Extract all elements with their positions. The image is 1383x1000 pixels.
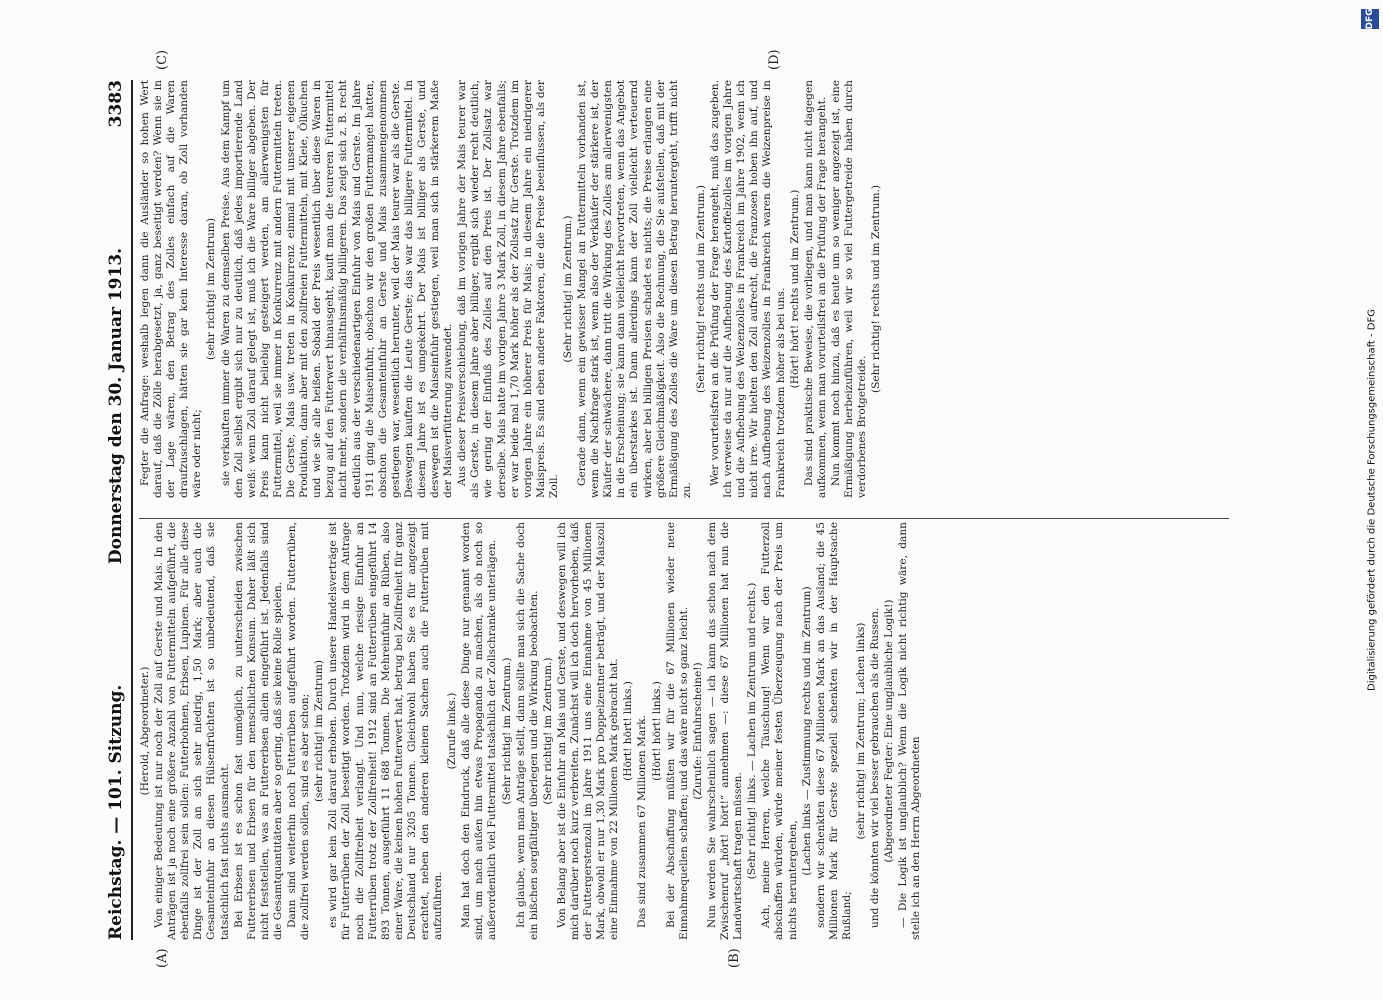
header-page-number: 3383 <box>105 80 126 128</box>
paragraph: (Zurufe links.) <box>445 692 458 770</box>
paragraph: Dann sind weiterhin noch Futterrüben aufgeführt worden. Futterrüben, die zollfrei werden sollen, sind es aber schon; <box>285 522 311 940</box>
dfg-logo: DFG <box>1361 9 1379 29</box>
paragraph: Wer vorurteilsfrei an die Prüfung der Frage herangeht, muß das zugeben. Ich verweise da nur auf die Aufhebung des Kartoffelzolles im vorigen Jahre und die Aufhebung des Weizenzolles in Frankreich im Jahre 1902, wenn ich nicht irre. Wir hielten den Zoll aufrecht, die Franzosen hoben ihn auf, und nach Aufhebung des Weizenzolles in Frankreich waren die Weizenpreise in Frankreich trotzdem höher als bei uns. <box>708 80 786 498</box>
paragraph: (Abgeordneter Fegter: Eine unglaubliche Logik!) <box>882 599 895 863</box>
paragraph: (Sehr richtig! links. — Lachen im Zentrum und rechts.) <box>745 582 758 880</box>
paragraph: — Die Logik ist unglaublich? Wenn die Logik nicht richtig wäre, dann stelle ich an den Herrn Abgeordneten <box>896 522 922 940</box>
paragraph: Fegter die Anfrage: weshalb legen dann die Ausländer so hohen Wert darauf, daß die Zölle herabgesetzt, ja, ganz beseitigt werden? Wenn sie in der Lage wären, den Betrag des Zolles einfach auf die Waren draufzuschlagen, hätten sie gar kein Interesse daran, ob Zoll vorhanden wäre oder nicht; <box>138 80 203 498</box>
paragraph: (sehr richtig! im Zentrum) <box>204 218 217 360</box>
paragraph: und die könnten wir viel besser gebrauchen als die Russen. <box>868 607 881 928</box>
paragraph: Nun werden Sie wahrscheinlich sagen — ich kann das schon nach dem Zwischenruf „hört! hört!“ annehmen —: diese 67 Millionen hat nun die Landwirtschaft tragen müssen. <box>705 522 744 940</box>
paragraph: Das sind zusammen 67 Millionen Mark. <box>635 714 648 928</box>
paragraph: es wird gar kein Zoll darauf erhoben. Durch unsere Handelsverträge ist für Futterrüben der Zoll beseitigt worden. Trotzdem wird in dem Antrage noch die Zollfreiheit verlangt. Und nun, welche riesige Einfuhr an Futterrüben trotz der Zollfreiheit! 1912 sind an Futterrüben eingeführt 14 893 Tonnen, ausgeführt 11 688 Tonnen. Die Mehreinfuhr an Rüben, also einer Ware, die keinen hohen Futterwert hat, betrug bei Zollfreiheit für ganz Deutschland nur 3205 Tonnen. Gleichwohl haben Sie es für angezeigt erachtet, neben den anderen kleinen Sachen auch die Futterrüben mit aufzuführen. <box>326 522 444 940</box>
margin-marker-b: (B) <box>726 948 742 968</box>
paragraph: (Lachen links — Zustimmung rechts und im Zentrum) <box>800 586 813 876</box>
margin-marker-a: (A) <box>154 948 170 968</box>
paragraph: (Sehr richtig! im Zentrum.) <box>541 657 554 805</box>
paragraph: Bei der Abschaffung müßten wir für die 67 Millionen wieder neue Einnahmequellen schaffen; und das wäre nicht so ganz leicht. <box>664 522 690 940</box>
paragraph: Ich glaube, wenn man Anträge stellt, dann sollte man sich die Sache doch ein bißchen sorgfältiger überlegen und die Wirkung beobachten. <box>514 522 540 940</box>
left-text-column <box>139 522 1229 940</box>
paragraph: sondern wir schenkten diese 67 Millionen Mark an das Ausland; die 45 Millionen Mark für Gerste speziell schenkten wir in der Hauptsache Rußland; <box>814 522 853 940</box>
paragraph: (Hört! hört! rechts und im Zentrum.) <box>788 189 801 389</box>
paragraph: (Sehr richtig! rechts und im Zentrum.) <box>694 184 707 394</box>
paragraph: (Sehr richtig! im Zentrum.) <box>561 215 574 363</box>
digitization-credit-text: Digitalisierung gefördert durch die Deutsche Forschungsgemeinschaft - DFG <box>1366 308 1378 692</box>
page-header <box>105 80 127 940</box>
paragraph: (Sehr richtig! im Zentrum.) <box>500 657 513 805</box>
paragraph: (Zurufe: Einfuhrscheine!) <box>691 662 704 800</box>
paragraph: Ach, meine Herren, welche Täuschung! Wenn wir den Futterzoll abschaffen würden, würde meiner festen Überzeugung nach der Preis um nichts heruntergehen, <box>759 522 798 940</box>
header-center: Donnerstag den 30. Januar 1913. <box>105 247 126 565</box>
paragraph: (Herold, Abgeordneter.) <box>138 666 151 796</box>
paragraph: Von Belang aber ist die Einfuhr an Mais und Gerste, und deswegen will ich mich darüber noch kurz verbreiten. Zunächst will ich doch hervorheben, daß der Futtergerstenzoll im Jahre 1911 uns eine Einnahme von 45 Millionen Mark, obwohl er nur 1,30 Mark pro Doppelzentner beträgt, und der Maiszoll eine Einnahme von 22 Millionen Mark gebracht hat. <box>555 522 620 940</box>
column-divider <box>139 518 1229 519</box>
right-text-column <box>139 80 1229 498</box>
rotated-newspaper-page <box>67 20 1317 980</box>
margin-marker-d: (D) <box>766 49 782 70</box>
paragraph: (Hört! hört! links.) <box>621 681 634 781</box>
paragraph: (sehr richtig! im Zentrum) <box>312 660 325 802</box>
paragraph: Nun kommt noch hinzu, daß es heute um so weniger angezeigt ist, eine Ermäßigung herbeizuführen, weil wir so viel Futtergetreide haben durch verdorbenes Brotgetreide. <box>829 80 868 498</box>
paragraph: Gerade dann, wenn ein gewisser Mangel an Futtermitteln vorhanden ist, wenn die Nachfrage stark ist, wenn also der Verkäufer der stärkere ist, der Käufer der schwächere, dann tritt die Wirkung des Zolles am allerwenigsten in die Erscheinung; sie kann dann vielleicht hervortreten, wenn das Angebot ein überstarkes ist. Dann allerdings kann der Zoll vielleicht verteuernd wirken, aber bei billigen Preisen schadet es nichts; die Preise erlangen eine größere Gleichmäßigkeit. Also die Rechnung, die Sie aufstellen, daß mit der Ermäßigung des Zolles die Ware um diesen Betrag heruntergeht, trifft nicht zu. <box>575 80 693 498</box>
paragraph: Von einiger Bedeutung ist nur noch der Zoll auf Gerste und Mais. In den Anträgen ist ja noch eine größere Anzahl von Futtermitteln aufgeführt, die ebenfalls zollfrei sein sollen: Futterbohnen, Erbsen, Lupinen. Für alle diese Dinge ist der Zoll an sich sehr niedrig, 1,50 Mark; aber auch die Gesamteinfuhr an diesen Hülsenfrüchten ist so unbedeutend, daß sie tatsächlich fast nichts ausmacht. <box>152 522 231 940</box>
paragraph: (Hört! hört! links.) <box>650 681 663 781</box>
paragraph: (Sehr richtig! rechts und im Zentrum.) <box>869 184 882 394</box>
header-left: Reichstag. — 101. Sitzung. <box>105 684 126 940</box>
paragraph: Das sind praktische Beweise, die vorliegen, und man kann nicht dagegen aufkommen, wenn man vorurteilsfrei an die Prüfung der Frage herangeht. <box>802 80 828 498</box>
paragraph: sie verkauften immer die Waren zu demselben Preise. Aus dem Kampf um den Zoll selbst ergibt sich nur zu deutlich, daß jedes importierende Land weiß: wenn Zoll darauf gelegt ist, muß ich die Ware billiger abgeben. Der Preis kann nicht beliebig gesteigert werden, am allerwenigsten für Futtermittel, weil sie immer in Konkurrenz mit andern Futtermitteln treten. Die Gerste, Mais usw. treten in Konkurrenz einmal mit unserer eigenen Produktion, dann aber mit den zollfreien Futtermitteln, mit Kleie, Ölkuchen und wie sie alle heißen. Sobald der Preis wesentlich über diese Waren in bezug auf den Futterwert hinausgeht, kauft man die teureren Futtermittel nicht mehr, sondern die verhältnismäßig billigeren. Das zeigt sich z. B. recht deutlich aus der verschiedenartigen Einfuhr von Mais und Gerste. Im Jahre 1911 ging die Maiseinfuhr, obschon wir den großen Futtermangel hatten, obschon die Gesamteinfuhr an Gerste und Mais zusammengenommen gestiegen war, wesentlich herunter, weil der Mais teurer war als die Gerste. Deswegen kauften die Leute Gerste; das war das billigere Futtermittel. In diesem Jahre ist es umgekehrt. Der Mais ist billiger als Gerste, und deswegen ist die Maiseinfuhr gestiegen, weil man sich in stärkerem Maße der Maisverfütterung zuwendet. <box>219 80 454 498</box>
paragraph: (sehr richtig! im Zentrum; Lachen links) <box>854 622 867 840</box>
paragraph: Bei Erbsen ist es schon fast unmöglich, zu unterscheiden zwischen Futtererbsen und Erbsen für den menschlichen Konsum. Daher läßt sich nicht feststellen, was an Futtererbsen allein eingeführt ist. Jedenfalls sind die Gesamtquantitäten aber so gering, daß sie keine Rolle spielen. <box>232 522 284 940</box>
margin-marker-c: (C) <box>154 49 170 70</box>
paragraph: Man hat doch den Eindruck, daß alle diese Dinge nur genannt worden sind, um nach außen hin etwas Propaganda zu machen, als ob noch so außerordentlich viel Futtermittel tatsächlich der Zollschranke unterlägen. <box>459 522 498 940</box>
paragraph: Aus dieser Preisverschiebung, daß im vorigen Jahre der Mais teurer war als Gerste, in diesem Jahre aber billiger, ergibt sich wieder recht deutlich, wie gering der Einfluß des Zolles auf den Preis ist. Der Zollsatz war derselbe. Mais hatte im vorigen Jahre 3 Mark Zoll, in diesem Jahre ebenfalls; er war beide mal 1,70 Mark höher als der Zollsatz für Gerste. Trotzdem im vorigen Jahre ein höherer Preis für Mais; in diesem Jahre ein niedrigerer Maispreis. Es sind eben andere Faktoren, die die Preise beeinflussen, als der Zoll. <box>455 80 560 498</box>
header-rule <box>131 80 133 940</box>
